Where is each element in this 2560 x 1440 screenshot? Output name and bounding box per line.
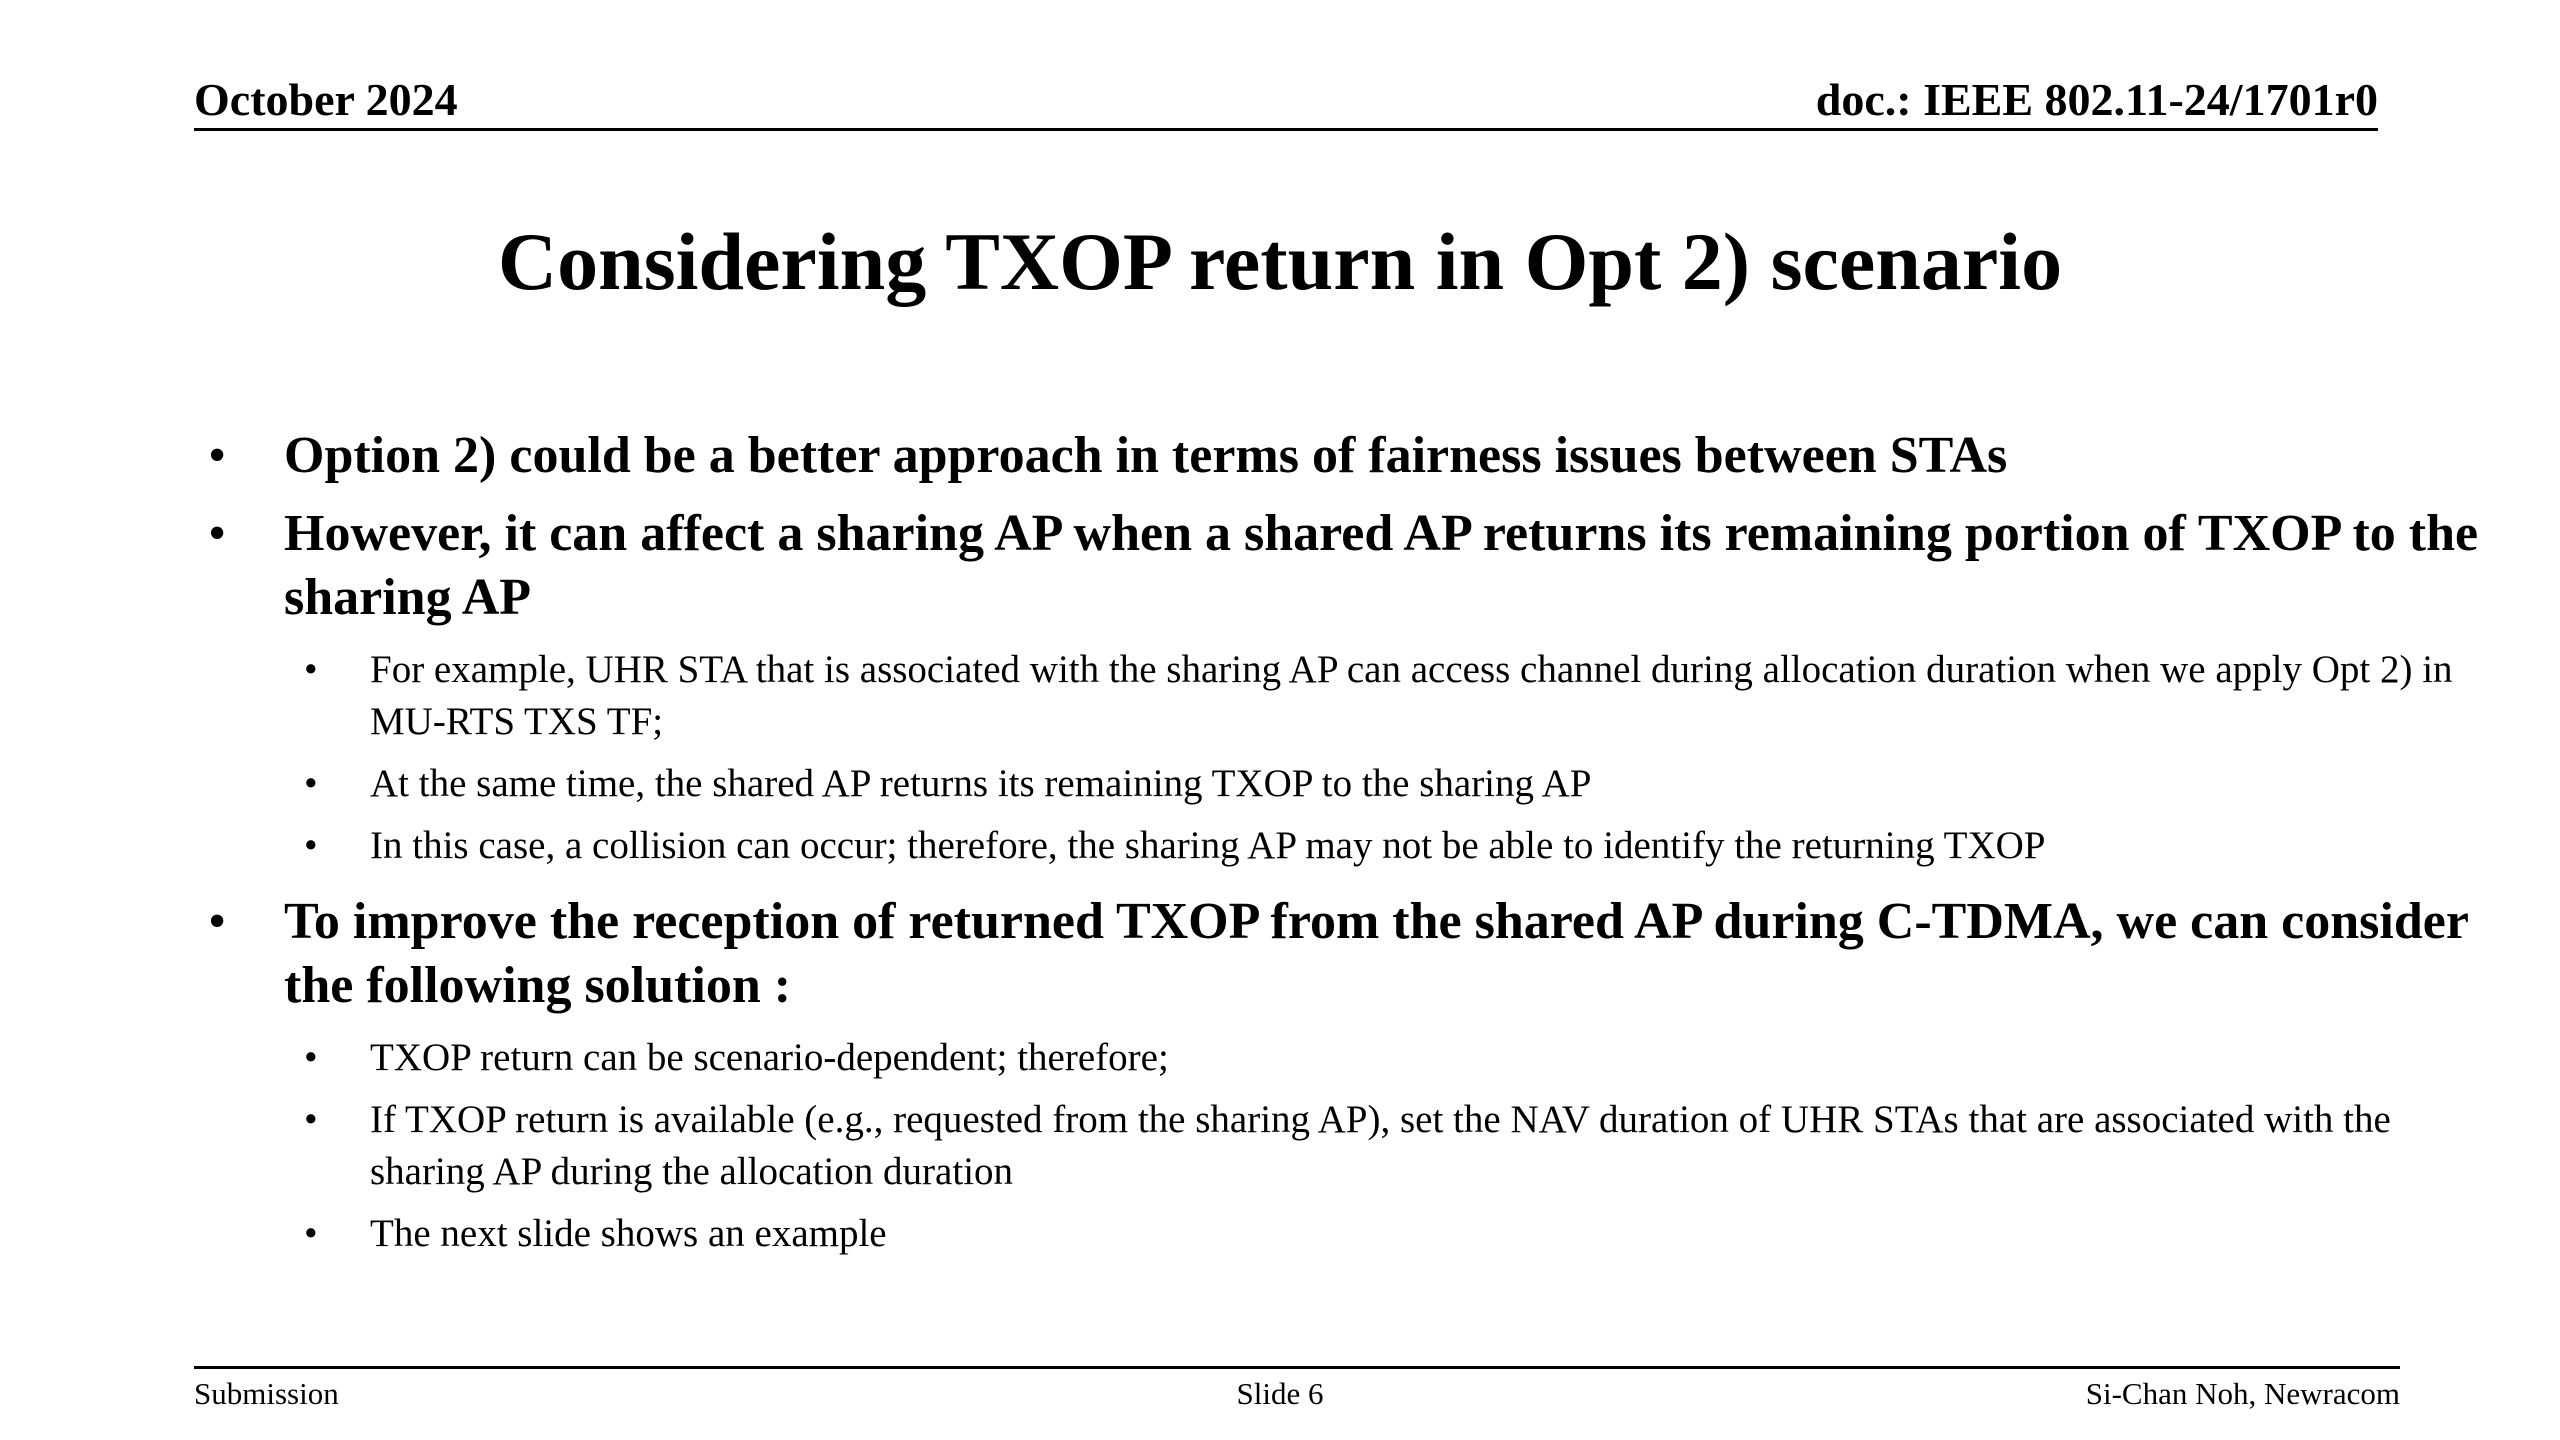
- bullet-3-sub-1: [284, 1032, 2490, 1084]
- footer-author: Si-Chan Noh, Newracom: [2085, 1376, 2400, 1411]
- bullet-2-sub-1-text: For example, UHR STA that is associated with the sharing AP can access channel during allocation duration when we apply Opt 2) in MU-RTS TXS TF;: [370, 648, 2453, 743]
- sub-bullet-dot: •: [304, 1212, 318, 1255]
- bullet-3-sub-2-text: If TXOP return is available (e.g., requested from the sharing AP), set the NAV duration of UHR STAs that are associated with the sharing AP during the allocation duration: [370, 1098, 2391, 1193]
- footer-divider: [194, 1366, 2400, 1369]
- bullet-dot: •: [208, 893, 227, 950]
- bullet-2-sub-3: [284, 820, 2490, 872]
- bullet-3-text: To improve the reception of returned TXOP from the shared AP during C-TDMA, we can consider the following solution :: [284, 893, 2468, 1014]
- sub-bullet-dot: •: [304, 762, 318, 805]
- bullet-1-text: Option 2) could be a better approach in terms of fairness issues between STAs: [284, 427, 2008, 484]
- sub-bullet-dot: •: [304, 1098, 318, 1141]
- sub-bullet-dot: •: [304, 1036, 318, 1079]
- bullet-2-text: However, it can affect a sharing AP when a shared AP returns its remaining portion of TXOP to the sharing AP: [284, 505, 2479, 626]
- bullet-dot: •: [208, 505, 227, 562]
- bullet-2-sub-2: [284, 758, 2490, 810]
- bullet-2-sub-1: [284, 644, 2490, 748]
- header-divider: [194, 128, 2378, 131]
- slide-header-doc-id: doc.: IEEE 802.11-24/1701r0: [1815, 74, 2378, 125]
- bullet-dot: •: [208, 427, 227, 484]
- bullet-3-sub-2: [284, 1094, 2490, 1198]
- slide-content: [200, 424, 2490, 1270]
- footer-submission: Submission: [194, 1376, 339, 1411]
- bullet-2: [200, 502, 2490, 630]
- bullet-3-sub-1-text: TXOP return can be scenario-dependent; therefore;: [370, 1036, 1169, 1079]
- sub-bullet-dot: •: [304, 648, 318, 691]
- sub-bullet-dot: •: [304, 824, 318, 867]
- bullet-1: [200, 424, 2490, 488]
- slide-header-date: October 2024: [194, 74, 458, 125]
- bullet-2-sub-2-text: At the same time, the shared AP returns its remaining TXOP to the sharing AP: [370, 762, 1592, 805]
- bullet-3-sub-3-text: The next slide shows an example: [370, 1212, 887, 1255]
- slide-title: Considering TXOP return in Opt 2) scenario: [497, 216, 2063, 307]
- bullet-2-sub-3-text: In this case, a collision can occur; therefore, the sharing AP may not be able to identify the returning TXOP: [370, 824, 2046, 867]
- bullet-3-sub-3: [284, 1208, 2490, 1260]
- bullet-3: [200, 890, 2490, 1018]
- footer-slide-number: Slide 6: [1236, 1376, 1324, 1411]
